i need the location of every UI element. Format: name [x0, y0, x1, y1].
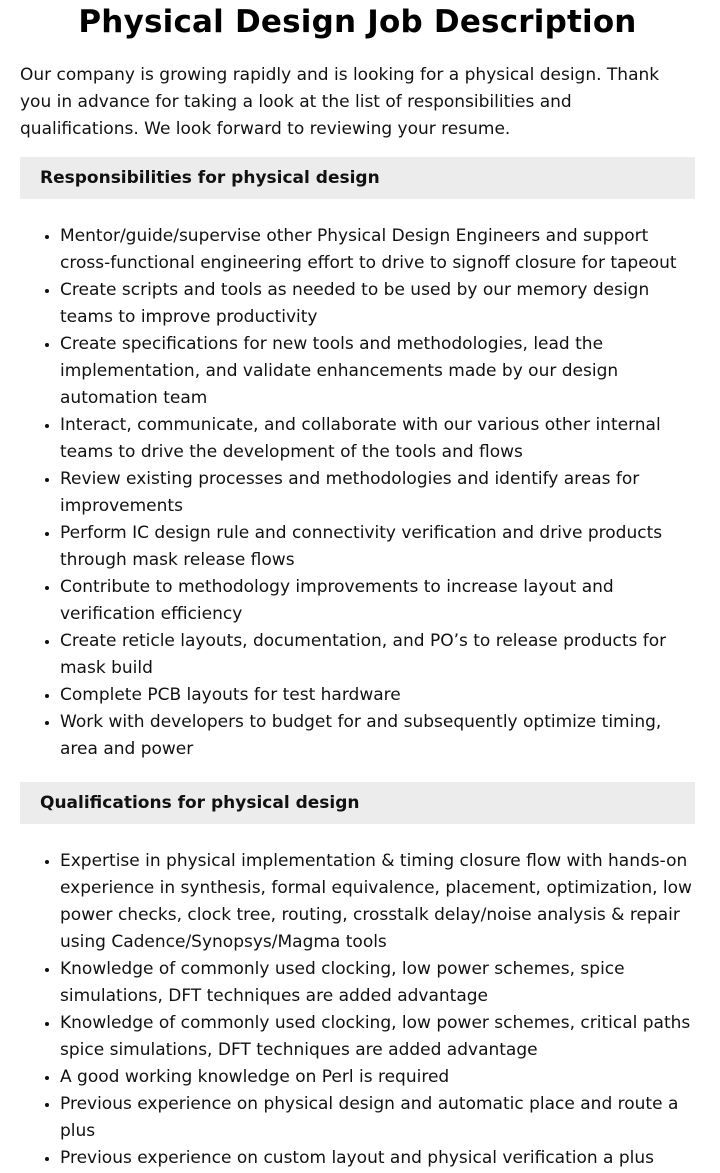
list-item: • Expertise in physical implementation & timing closure flow with hands-on experience in synthesis, formal equivalence, placement, optimization, low power checks, clock tree, routing, crosstalk delay/noise analysis & repair using Cadence/Synopsys/Magma tools: [60, 848, 695, 956]
list-item: • Interact, communicate, and collaborate with our various other internal teams to drive the development of the tools and flows: [60, 412, 695, 466]
qualifications-section-header: [20, 782, 695, 824]
list-item: • A good working knowledge on Perl is required: [60, 1064, 695, 1091]
list-item: • Create specifications for new tools and methodologies, lead the implementation, and validate enhancements made by our design automation team: [60, 331, 695, 412]
list-item: • Work with developers to budget for and subsequently optimize timing, area and power: [60, 709, 695, 763]
list-item: • Perform IC design rule and connectivity verification and drive products through mask release flows: [60, 520, 695, 574]
qualifications-heading: Qualifications for physical design: [40, 793, 360, 813]
responsibilities-heading: Responsibilities for physical design: [40, 168, 380, 188]
list-item: • Mentor/guide/supervise other Physical Design Engineers and support cross-functional engineering effort to drive to signoff closure for tapeout: [60, 223, 695, 277]
responsibilities-list: [20, 223, 695, 763]
intro-paragraph: Our company is growing rapidly and is looking for a physical design. Thank you in advance for taking a look at the list of responsibilities and qualifications. We look forward to reviewing your resume.: [20, 65, 660, 139]
list-item: • Previous experience on custom layout and physical verification a plus: [60, 1145, 695, 1172]
list-item: • Create reticle layouts, documentation, and PO’s to release products for mask build: [60, 628, 695, 682]
list-item: • Knowledge of commonly used clocking, low power schemes, critical paths spice simulations, DFT techniques are added advantage: [60, 1010, 695, 1064]
responsibilities-section-header: [20, 157, 695, 199]
list-item: • Complete PCB layouts for test hardware: [60, 682, 695, 709]
list-item: • Review existing processes and methodologies and identify areas for improvements: [60, 466, 695, 520]
list-item: • Contribute to methodology improvements to increase layout and verification efficiency: [60, 574, 695, 628]
page-title: Physical Design Job Description: [78, 4, 637, 40]
list-item: • Knowledge of commonly used clocking, low power schemes, spice simulations, DFT techniques are added advantage: [60, 956, 695, 1010]
list-item: • Previous experience on physical design and automatic place and route a plus: [60, 1091, 695, 1145]
list-item: • Create scripts and tools as needed to be used by our memory design teams to improve productivity: [60, 277, 695, 331]
qualifications-list: [20, 848, 695, 1172]
